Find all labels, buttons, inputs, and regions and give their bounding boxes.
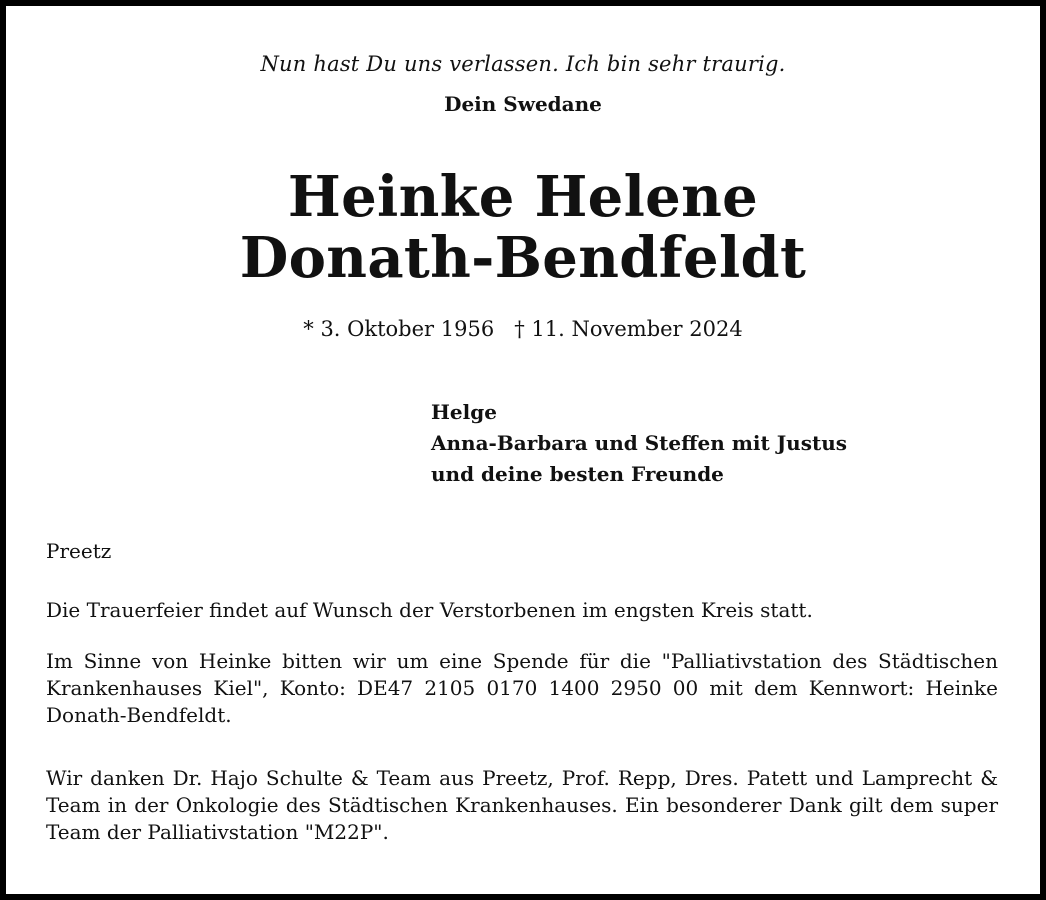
life-dates bbox=[6, 315, 1040, 343]
deceased-name-first: Heinke Helene bbox=[287, 164, 759, 230]
ceremony-note: Die Trauerfeier findet auf Wunsch der Verstorbenen im engsten Kreis statt. bbox=[46, 598, 813, 622]
mourner-line: Helge bbox=[431, 400, 497, 424]
quote-signature: Dein Swedane bbox=[444, 92, 602, 116]
birth-date: * 3. Oktober 1956 bbox=[303, 317, 495, 341]
farewell-quote: Nun hast Du uns verlassen. Ich bin sehr traurig. bbox=[260, 52, 786, 76]
death-date: † 11. November 2024 bbox=[514, 317, 743, 341]
mourners-list bbox=[431, 397, 847, 490]
place-name: Preetz bbox=[46, 539, 112, 563]
deceased-name-last: Donath-Bendfeldt bbox=[239, 225, 807, 291]
donation-note: Im Sinne von Heinke bitten wir um eine Spende für die "Palliativstation des Städtischen Krankenhauses Kiel", Konto: DE47 2105 0170 1400 2950 00 mit dem Kennwort: Heinke Donath-Bendfeldt. bbox=[46, 649, 998, 727]
mourner-line: Anna-Barbara und Steffen mit Justus bbox=[431, 431, 848, 455]
mourner-line: und deine besten Freunde bbox=[431, 462, 724, 486]
thanks-note: Wir danken Dr. Hajo Schulte & Team aus Preetz, Prof. Repp, Dres. Patett und Lamprecht & Team in der Onkologie des Städtischen Krankenhauses. Ein besonderer Dank gilt dem super Team der Palliativstation "M22P". bbox=[46, 766, 998, 844]
